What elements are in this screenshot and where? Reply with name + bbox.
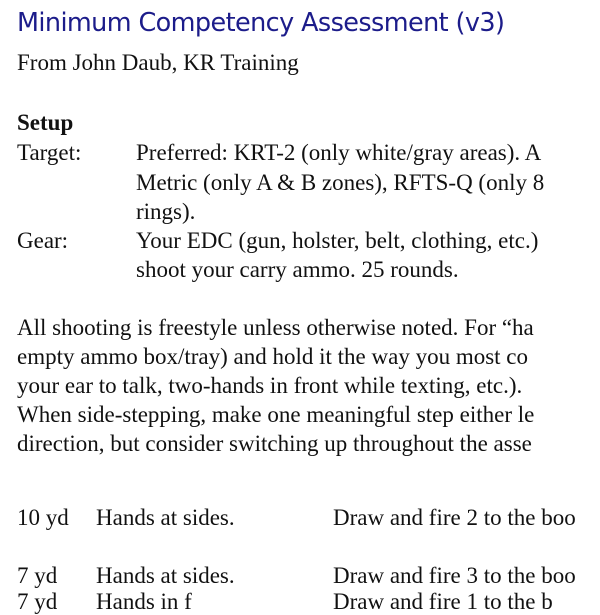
instructions-line: your ear to talk, two-hands in front while texting, etc.). [17,373,523,398]
setup-label-target: Target: [17,140,82,165]
drill-start-position: Hands at sides. [96,505,235,530]
instructions-line: When side-stepping, make one meaningful step either le [17,402,535,427]
instructions-line: All shooting is freestyle unless otherwise noted. For “ha [17,315,534,340]
document-subtitle: From John Daub, KR Training [17,50,299,75]
drill-start-position: Hands in f [96,589,192,614]
drill-distance: 10 yd [17,505,69,530]
setup-gear-line: Your EDC (gun, holster, belt, clothing, etc.) [136,228,539,253]
setup-gear-line: shoot your carry ammo. 25 rounds. [136,257,459,282]
drill-action: Draw and fire 2 to the boo [333,505,576,530]
drill-distance: 7 yd [17,563,58,588]
document-title: Minimum Competency Assessment (v3) [17,8,505,38]
setup-heading: Setup [17,110,74,135]
drill-distance: 7 yd [17,589,58,614]
setup-label-gear: Gear: [17,228,69,253]
setup-target-line: Metric (only A & B zones), RFTS-Q (only 8 [136,170,545,195]
setup-target-line: Preferred: KRT-2 (only white/gray areas). A [136,140,542,165]
drill-start-position: Hands at sides. [96,563,235,588]
drill-action: Draw and fire 1 to the b [333,589,553,614]
instructions-line: empty ammo box/tray) and hold it the way you most co [17,344,529,369]
setup-target-line: rings). [136,199,196,224]
drill-action: Draw and fire 3 to the boo [333,563,576,588]
instructions-line: direction, but consider switching up throughout the asse [17,431,532,456]
